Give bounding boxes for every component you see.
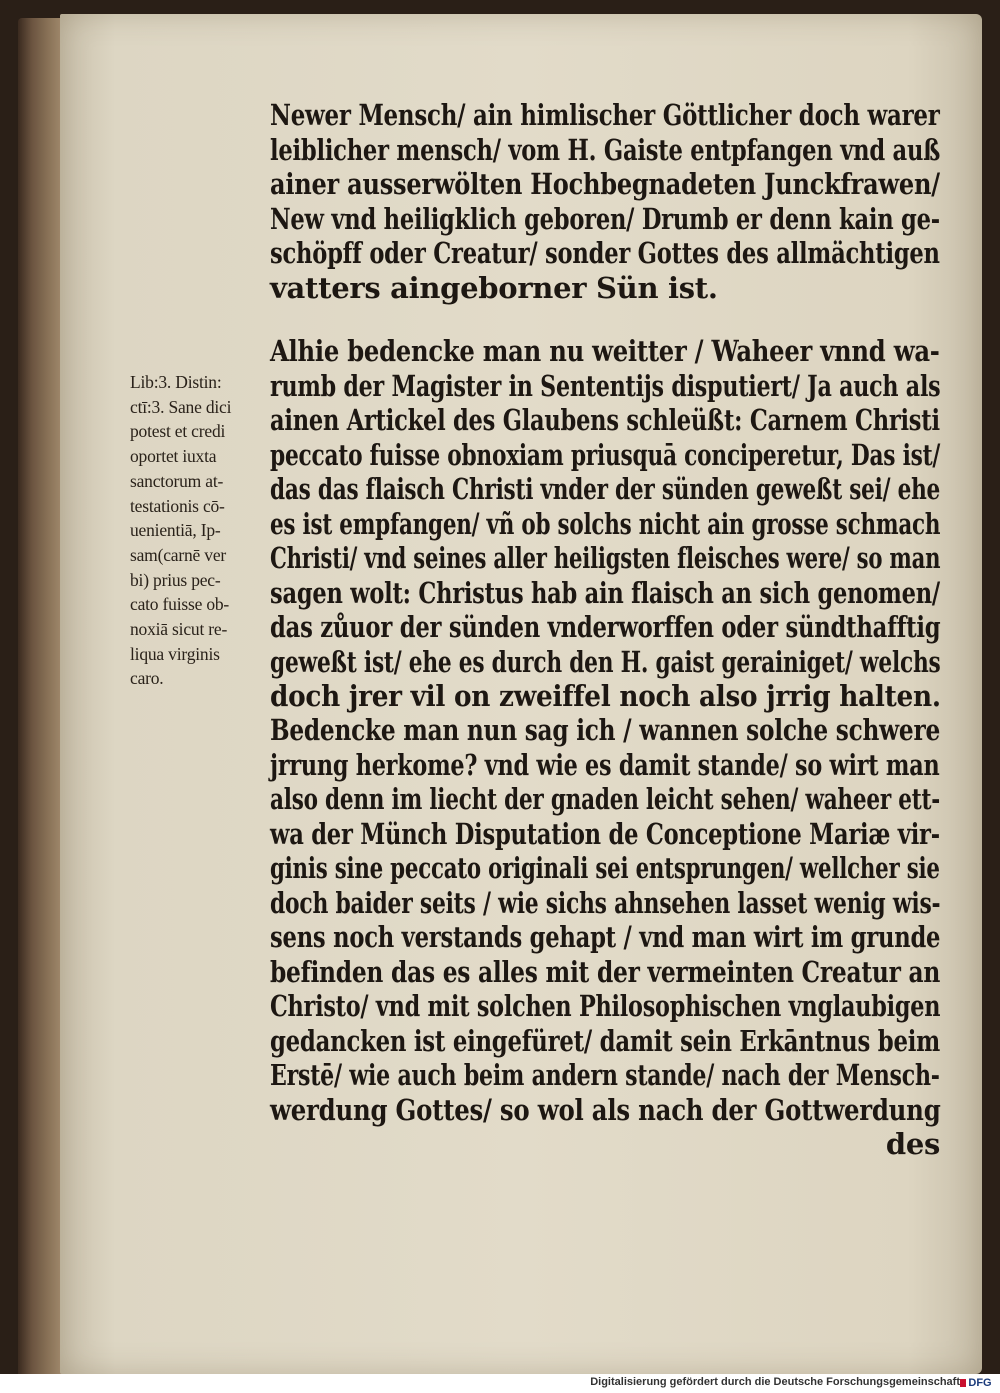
paragraph-2 xyxy=(270,334,940,714)
marginal-line: testationis cō- xyxy=(130,495,225,516)
catchword: des xyxy=(885,1127,940,1161)
text-line: New vnd heiligklich geboren/ Drumb er denn kain ge- xyxy=(270,201,940,236)
marginal-line: Lib:3. Distin: xyxy=(130,372,222,392)
marginal-line: potest et credi xyxy=(130,421,226,442)
text-line: das das flaisch Christi vnder der sünden geweßt sei/ ehe xyxy=(270,472,941,506)
marginal-line: caro. xyxy=(130,668,164,689)
text-line: jrrung herkome? vnd wie es damit stande/ so wirt man xyxy=(270,747,940,782)
text-line: ainer ausserwölten Hochbegnadeten Junckfrawen/ xyxy=(270,167,940,201)
text-line: ginis sine peccato originali sei entsprungen/ wellcher sie xyxy=(270,851,940,885)
text-line: peccato fuisse obnoxiam priusquā conciperetur, Das ist/ xyxy=(270,437,941,472)
text-line: werdung Gottes/ so wol als nach der Gottwerdung xyxy=(270,1092,941,1127)
digitization-footer xyxy=(0,1374,1000,1393)
text-line: schöpff oder Creatur/ sonder Gottes des allmächtigen xyxy=(270,236,940,270)
text-line: es ist empfangen/ vñ ob solchs nicht ain grosse schmach xyxy=(270,506,941,541)
text-line: Alhie bedencke man nu weitter / Waheer vnnd wa- xyxy=(270,334,940,368)
text-line: das zůuor der sünden vnderworffen oder sündthafftig xyxy=(270,610,941,644)
text-line: Christi/ vnd seines aller heiligsten fleisches were/ so man xyxy=(270,541,941,575)
text-line: befinden das es alles mit der vermeinten Creatur an xyxy=(270,954,941,989)
text-line: sens noch verstands gehapt / vnd man wirt im grunde xyxy=(270,920,941,954)
text-line: vatters aingeborner Sün ist. xyxy=(270,270,718,305)
marginal-line: sam(carnē ver xyxy=(130,544,227,565)
marginal-line: uenientiā, Ip- xyxy=(130,520,221,541)
text-line: sagen wolt: Christus hab ain flaisch an sich genomen/ xyxy=(270,575,940,610)
text-line: Erstē/ wie auch beim andern stande/ nach der Mensch- xyxy=(270,1058,940,1092)
marginal-line: sanctorum at- xyxy=(130,470,224,491)
marginal-line: liqua virginis xyxy=(130,643,220,664)
text-line: Christo/ vnd mit solchen Philosophischen vnglaubigen xyxy=(270,989,941,1023)
marginal-line: oportet iuxta xyxy=(130,446,217,467)
marginal-note xyxy=(130,370,265,691)
marginal-line: ctī:3. Sane dici xyxy=(130,396,232,417)
text-line: also denn im liecht der gnaden leicht sehen/ waheer ett- xyxy=(270,782,940,816)
text-line: rumb der Magister in Sententijs disputiert/ Ja auch als xyxy=(270,368,941,403)
text-line: geweßt ist/ ehe es durch den H. gaist gerainiget/ welchs xyxy=(270,644,941,679)
marginal-line: bi) prius pec- xyxy=(130,569,221,590)
footer-credit: Digitalisierung gefördert durch die Deutsche Forschungsgemeinschaft xyxy=(590,1376,960,1388)
text-line: leiblicher mensch/ vom H. Gaiste entpfangen vnd auß xyxy=(270,132,941,167)
dfg-logo: DFG xyxy=(964,1376,996,1390)
text-line: Newer Mensch/ ain himlischer Göttlicher doch warer xyxy=(270,98,940,132)
text-line: wa der Münch Disputation de Conceptione Mariæ vir- xyxy=(270,816,940,851)
marginal-line: noxiā sicut re- xyxy=(130,619,228,640)
paragraph-1 xyxy=(270,98,940,305)
text-line: ainen Artickel des Glaubens schleüßt: Carnem Christi xyxy=(270,403,940,437)
marginal-line: cato fuisse ob- xyxy=(130,594,230,615)
text-line: Bedencke man nun sag ich / wannen solche schwere xyxy=(270,713,941,747)
text-line: gedancken ist eingefüret/ damit sein Erkāntnus beim xyxy=(270,1023,940,1058)
text-line: doch jrer vil on zweiffel noch also jrrig halten. xyxy=(270,679,941,713)
paragraph-3 xyxy=(270,713,940,1162)
text-line: doch baider seits / wie sichs ahnsehen lasset wenig wis- xyxy=(270,885,941,920)
